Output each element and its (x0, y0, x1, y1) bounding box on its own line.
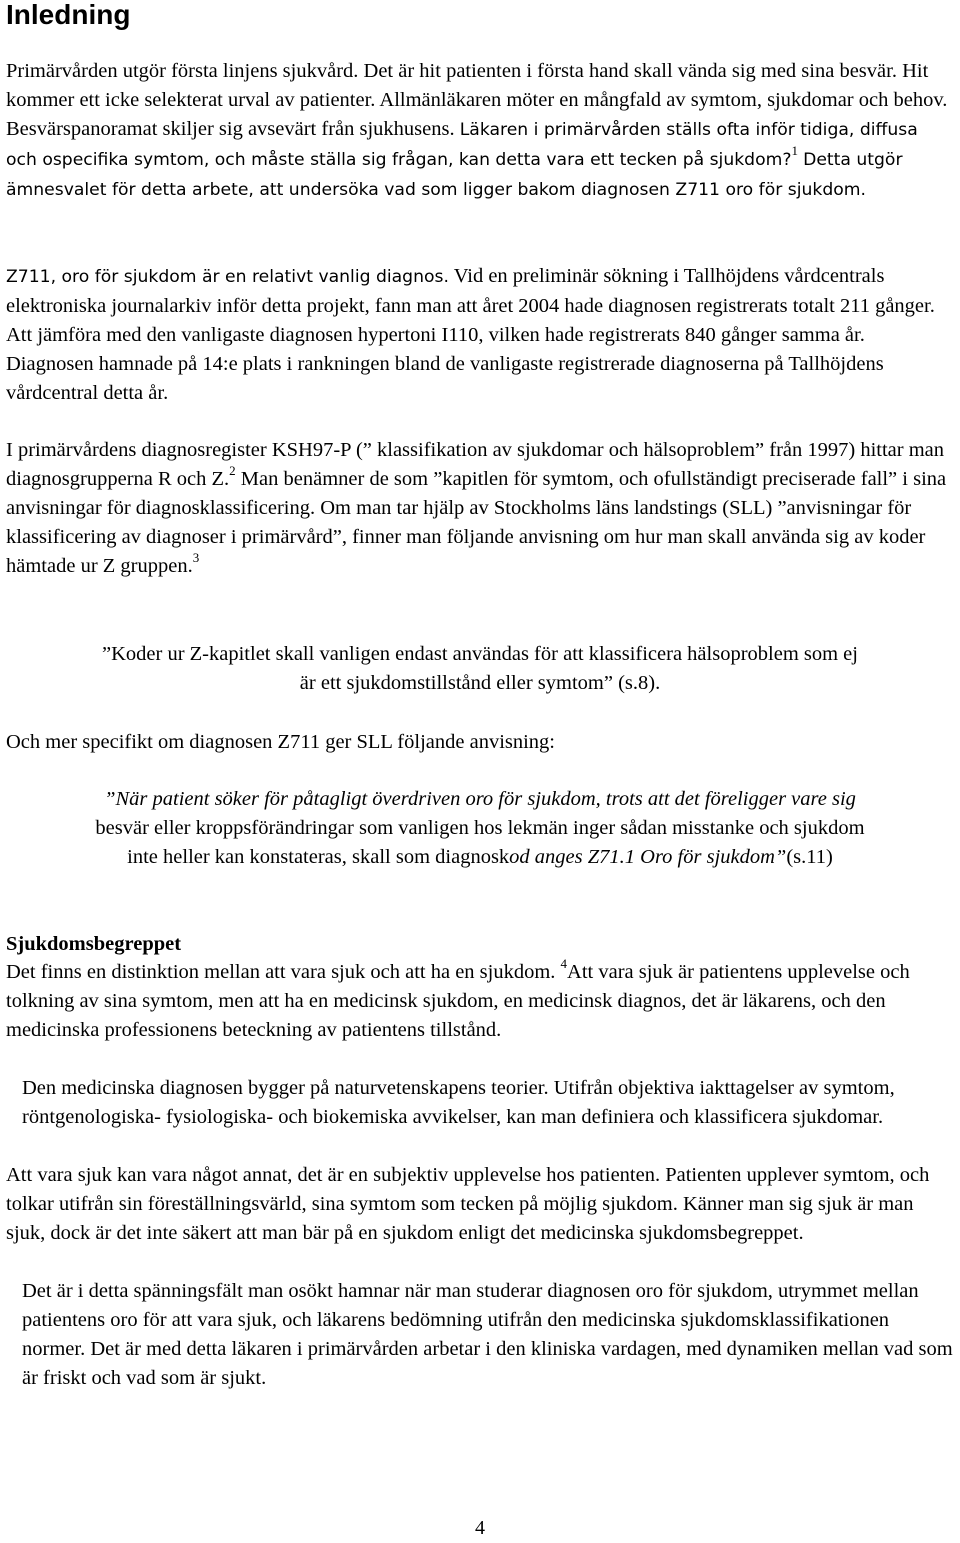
quote-z711-line-3 (6, 843, 954, 872)
quote-z711-line-1: ”När patient söker för påtagligt överdriven oro för sjukdom, trots att det föreligger vare sig (104, 788, 856, 810)
footnote-ref-4: 4 (560, 956, 568, 972)
quote-z711-line-3b: od anges Z71.1 Oro för sjukdom” (509, 846, 787, 868)
quote-z711-line-3a: inte heller kan konstateras, skall som diagnosk (127, 846, 510, 868)
page-number: 4 (475, 1517, 485, 1539)
paragraph-intro (6, 57, 954, 205)
z711-text-c: Att jämföra med den vanligaste diagnosen hypertoni I110, vilken hade registrerats 840 gånger samma år. (6, 324, 865, 346)
subjective-text: Att vara sjuk kan vara något annat, det är en subjektiv upplevelse hos patienten. Patienten upplever symtom, och tolkar utifrån sin föreställningsvärld, sina symtom som tecken på möjlig sjukdom. Känner man sig sjuk är man sjuk, dock är det inte säkert att man bär på en sjukdom enligt det medicinska sjukdomsbegreppet. (6, 1164, 930, 1244)
intro-text-b: Läkaren i primärvården ställs ofta inför tidiga, diffusa och ospecifika symtom, och måste ställa sig frågan, kan detta vara ett tecken på sjukdom? (6, 120, 918, 170)
paragraph-specific (6, 728, 954, 757)
z711-text-b: Vid en preliminär sökning i Tallhöjdens vårdcentrals elektroniska journalarkiv inför detta projekt, fann man att året 2004 hade diagnosen registrerats totalt 211 gånger. (6, 265, 935, 317)
quote-z-chapter (6, 640, 954, 698)
quote-z711-line-2: besvär eller kroppsförändringar som vanligen hos lekmän inger sådan misstanke och sjukdom (95, 817, 865, 839)
section-subheading: Sjukdomsbegreppet (6, 933, 182, 955)
distinction-text-a: Det finns en distinktion mellan att vara sjuk och att ha en sjukdom. (6, 961, 556, 983)
z711-text-a: Z711, oro för sjukdom är en relativt vanlig diagnos. (6, 267, 449, 287)
paragraph-tension (6, 1277, 954, 1393)
footnote-ref-3: 3 (192, 550, 200, 566)
page-heading: Inledning (6, 0, 131, 30)
tension-text: Det är i detta spänningsfält man osökt hamnar när man studerar diagnosen oro för sjukdom, utrymmet mellan patientens oro för att vara sjuk, och läkarens bedömning utifrån den medicinska sjukdomsklassifikationen normer. Det är med detta läkaren i primärvården arbetar i den kliniska vardagen, med dynamiken mellan vad som är friskt och vad som är sjukt. (22, 1280, 953, 1389)
diagnosis-text: Den medicinska diagnosen bygger på naturvetenskapens teorier. Utifrån objektiva iakttagelser av symtom, röntgenologiska- fysiologiska- och biokemiska avvikelser, kan man definiera och klassificera sjukdomar. (22, 1077, 895, 1128)
intro-text-c: Detta utgör ämnesvalet för detta arbete, att undersöka vad som ligger bakom diagnosen Z711 oro för sjukdom. (6, 150, 903, 200)
register-text-a: I primärvårdens diagnosregister KSH97-P (” klassifikation av sjukdomar och hälsoproblem” från 1997) hittar man diagnosgrupperna R och Z. (6, 439, 945, 490)
z711-text-d: Diagnosen hamnade på 14:e plats i rankningen bland de vanligaste registrerade diagnoserna på Tallhöjdens vårdcentral detta år. (6, 353, 884, 404)
footnote-ref-1: 1 (791, 143, 798, 159)
quote-z-line-2: är ett sjukdomstillstånd eller symtom” (s.8). (299, 672, 661, 694)
quote-z-line-1: ”Koder ur Z-kapitlet skall vanligen endast användas för att klassificera hälsoproblem som ej (102, 643, 858, 665)
register-text-b: Man benämner de som ”kapitlen för symtom, och ofullständigt preciserade fall” i sina anvisningar för diagnosklassificering. Om man tar hjälp av Stockholms läns landstings (SLL) ”anvisningar för klassificering av diagnoser i primärvård”, finner man följande anvisning om hur man skall använda sig av koder hämtade ur Z gruppen. (6, 468, 947, 577)
distinction-text-b: Att vara sjuk är patientens upplevelse och tolkning av sina symtom, men att ha en medicinsk sjukdom, en medicinsk diagnos, det är läkarens, och den medicinska professionens beteckning av patientens tillstånd. (6, 961, 910, 1041)
quote-z711 (6, 785, 954, 872)
paragraph-diagnosis (6, 1074, 954, 1132)
paragraph-z711 (6, 262, 954, 408)
specific-text: Och mer specifikt om diagnosen Z711 ger SLL följande anvisning: (6, 731, 556, 753)
quote-z711-line-3c: (s.11) (786, 846, 833, 868)
intro-text-a: Primärvården utgör första linjens sjukvård. Det är hit patienten i första hand skall vända sig med sina besvär. Hit kommer ett icke selekterat urval av patienter. Allmänläkaren möter en mångfald av symtom, sjukdomar och behov. Besvärspanoramat skiljer sig avsevärt från sjukhusens. (6, 60, 948, 140)
paragraph-distinction (6, 958, 954, 1045)
footnote-ref-2: 2 (229, 463, 236, 479)
paragraph-subjective (6, 1161, 954, 1248)
paragraph-register (6, 436, 954, 581)
